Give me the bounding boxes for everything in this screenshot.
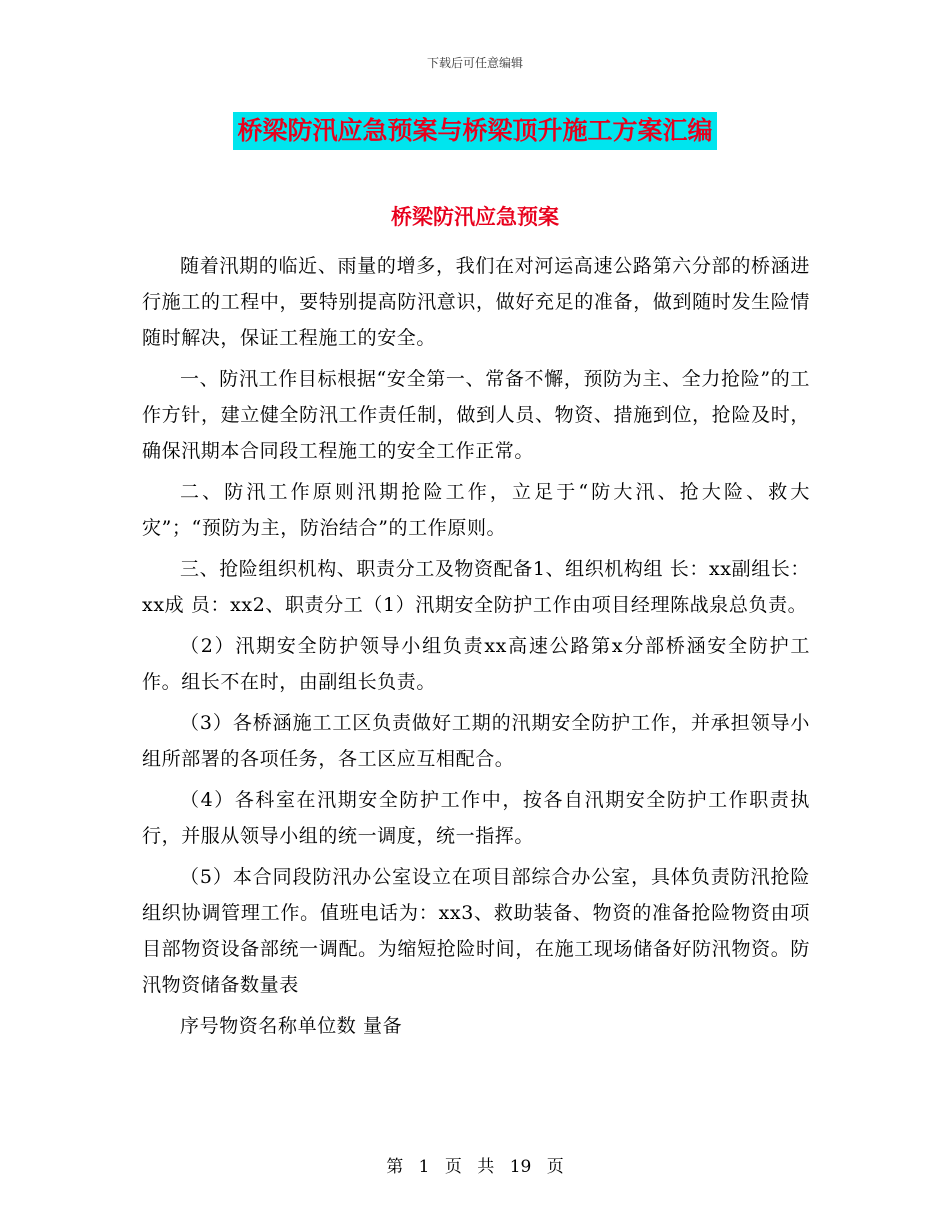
- paragraph: 序号物资名称单位数 量备: [180, 1015, 403, 1037]
- paragraph: 三、抢险组织机构、职责分工及物资配备1、组织机构组 长：xx副组长：xx成 员：xx2、职责分工（1）汛期安全防护工作由项目经理陈战泉总负责。: [142, 558, 810, 616]
- paragraph: （4）各科室在汛期安全防护工作中，按各自汛期安全防护工作职责执行，并服从领导小组的统一调度，统一指挥。: [142, 789, 810, 847]
- footer-total-pages: 19: [509, 1157, 532, 1177]
- paragraph: （5）本合同段防汛办公室设立在项目部综合办公室，具体负责防汛抢险组织协调管理工作。值班电话为：xx3、救助装备、物资的准备抢险物资由项目部物资设备部统一调配。为缩短抢险时间，在施工现场储备好防汛物资。防汛物资储备数量表: [142, 866, 810, 996]
- document-body: [142, 248, 810, 1049]
- paragraph: （2）汛期安全防护领导小组负责xx高速公路第x分部桥涵安全防护工作。组长不在时，由副组长负责。: [142, 635, 810, 693]
- footer-label-total: 共: [477, 1157, 495, 1177]
- main-title-container: [0, 112, 950, 150]
- paragraph: 随着汛期的临近、雨量的增多，我们在对河运高速公路第六分部的桥涵进行施工的工程中，要特别提高防汛意识，做好充足的准备，做到随时发生险情随时解决，保证工程施工的安全。: [142, 255, 810, 349]
- footer-label-page-unit: 页: [444, 1157, 462, 1177]
- paragraph: 二、防汛工作原则汛期抢险工作，立足于“防大汛、抢大险、救大灾”；“预防为主，防治结合”的工作原则。: [142, 481, 810, 539]
- footer-current-page: 1: [418, 1157, 430, 1177]
- paragraph: 一、防汛工作目标根据“安全第一、常备不懈，预防为主、全力抢险”的工作方针，建立健全防汛工作责任制，做到人员、物资、措施到位，抢险及时，确保汛期本合同段工程施工的安全工作正常。: [142, 368, 810, 462]
- paragraph: （3）各桥涵施工工区负责做好工期的汛期安全防护工作，并承担领导小组所部署的各项任务，各工区应互相配合。: [142, 712, 810, 770]
- section-title: 桥梁防汛应急预案: [391, 204, 559, 229]
- document-title: 桥梁防汛应急预案与桥梁顶升施工方案汇编: [233, 112, 716, 150]
- footer-label-page: 第: [386, 1157, 404, 1177]
- page-footer: [0, 1152, 950, 1177]
- header-note: 下载后可任意编辑: [426, 56, 523, 70]
- footer-label-total-unit: 页: [546, 1157, 564, 1177]
